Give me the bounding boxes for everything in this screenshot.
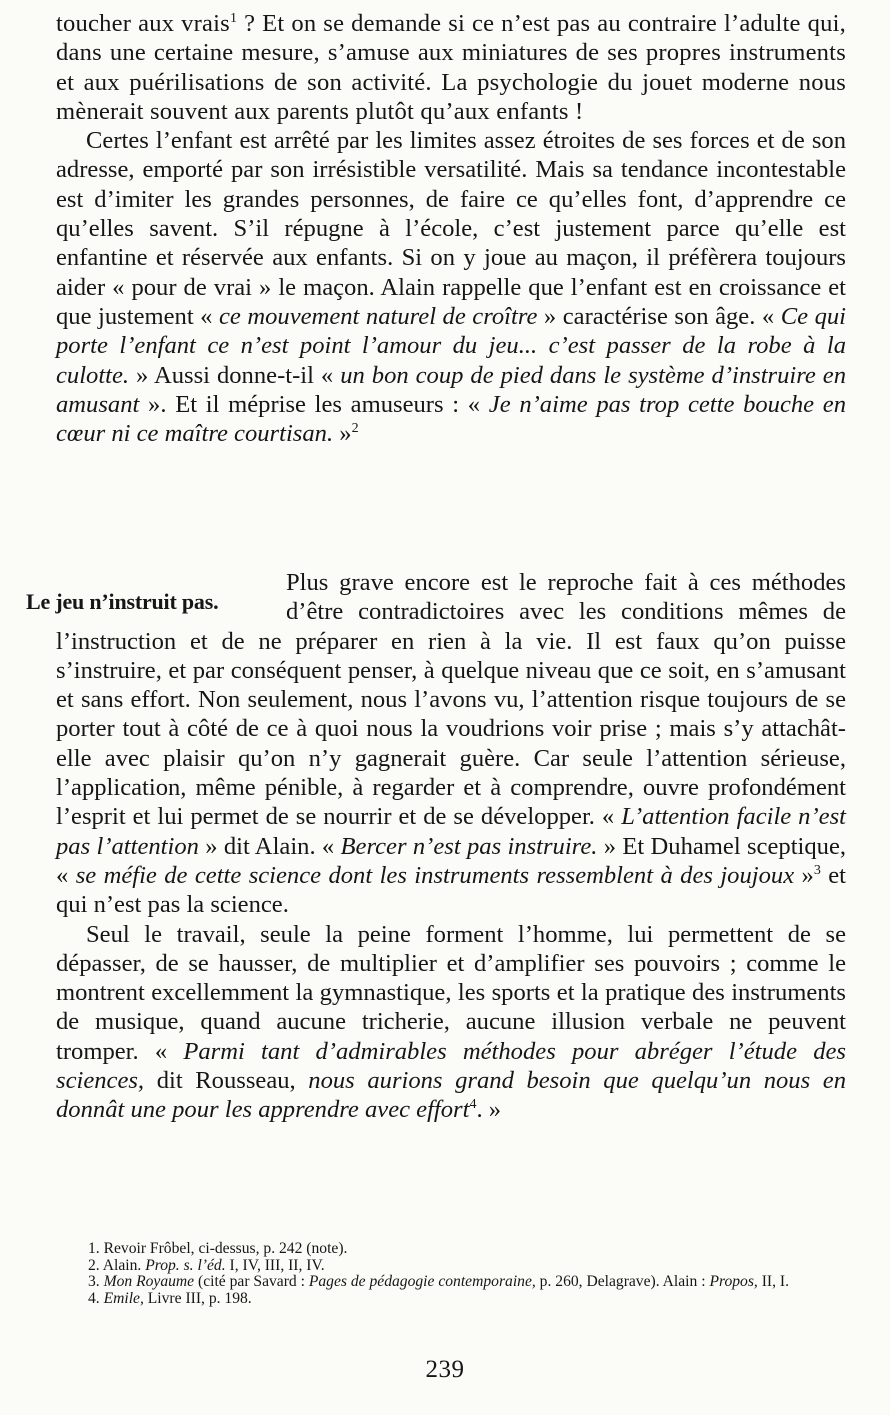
text-run-italic: Propos, [709,1273,758,1291]
quote-italic: un bon coup de pied dans le système d’instruire en amusant [56,361,846,418]
footnote [62,1274,852,1291]
paragraph [56,920,846,1125]
footnotes [62,1241,852,1307]
footnote [62,1258,852,1275]
text-run-italic: Pages de pédagogie contemporaine, [308,1273,536,1291]
text-run: Certes l’enfant est arrêté par les limites assez étroites de ses forces et de son adresse, emporté par son irrésistible versatilité. Mais sa tendance incontestable est d’imiter les grandes personnes, de faire ce qu’elles font, d’apprendre ce qu’elles savent. S’il répugne à l’école, c’est justement parce qu’elle est enfantine et réservée aux enfants. Si on y joue au maçon, il préfèrera toujours aider « pour de vrai » le maçon. Alain rappelle que l’enfant est en croissance et que justement « [56,127,846,330]
text-run: p. 260, Delagrave). Alain : [535,1273,710,1291]
footnote: 1. Revoir Frôbel, ci-dessus, p. 242 (note). [88,1240,348,1257]
text-run: » caractérise son âge. « [537,302,781,330]
paragraph [56,568,846,920]
text-run: » [794,861,814,889]
quote-italic: se méfie de cette science dont les instruments ressemblent à des joujoux [75,861,795,889]
footnote [62,1291,852,1308]
text-run-italic: Prop. s. l’éd. [145,1256,226,1274]
text-run: » [333,420,352,448]
text-run: » Et Duhamel sceptique, « [56,832,847,889]
quote-italic: L’attention facile n’est pas l’attention [56,803,846,860]
paragraph [56,126,846,448]
quote-italic: Bercer n’est pas instruire. [340,832,598,860]
text-run: » dit Alain. « [198,832,341,860]
footnote-ref: 1 [229,11,238,26]
text-block-top [56,9,846,448]
text-run: II, I. [757,1273,789,1291]
text-run: . » [476,1096,502,1124]
text-run: Plus grave encore est le reproche fait à ces méthodes d’être contradictoires avec les conditions mêmes de l’instruction et de ne préparer en rien à la vie. Il est faux qu’on puisse s’instruire, et par conséquent penser, à quelque niveau que ce soit, en s’amusant et sans effort. Non seulement, nous l’avons vu, l’attention risque toujours de se porter tout à côté de ce à quoi nous la voudrions voir prise ; mais s’y attachât-elle avec plaisir qu’on n’y gagnerait guère. Car seule l’attention sérieuse, l’application, même pénible, à regarder et à comprendre, ouvre profondément l’esprit et lui permet de se nourrir et de se développer. « [56,569,846,831]
page-number: 239 [425,1356,465,1383]
text-run-italic: Emile, [103,1289,144,1307]
text-run-italic: Mon Royaume [103,1273,195,1291]
text-run: ». Et il méprise les amuseurs : « [139,390,489,418]
text-run: Seul le travail, seule la peine forment l’homme, lui permettent de se dépasser, de se hausser, de multiplier et d’amplifier ses pouvoirs ; comme le montrent excellemment la gymnastique, les sports et la pratique des instruments de musique, quand aucune tricherie, aucune illusion verbale ne peuvent tromper. « [56,920,846,1065]
paragraph-continuation [56,9,846,126]
text-run: 3. [88,1273,104,1291]
text-run: ? Et on se demande si ce n’est pas au contraire l’adulte qui, dans une certaine mesure, s’amuse aux miniatures de ses propres instruments et aux puérilisations de son activité. La psychologie du jouet moderne nous mènerait souvent aux parents plutôt qu’aux enfants ! [56,10,846,125]
quote-italic: Parmi tant d’admirables méthodes pour abréger l’étude des sciences, [56,1037,846,1095]
text-run: dit Rousseau, [144,1067,309,1095]
text-block-section [26,568,847,1125]
text-run: et qui n’est pas la science. [56,861,846,919]
quote-italic: nous aurions grand besoin que quelqu’un nous en donnât une pour les apprendre avec effort [56,1067,846,1124]
text-run: Livre III, p. 198. [143,1289,252,1307]
text-run: I, IV, III, II, IV. [225,1256,325,1274]
footnote-ref: 2 [351,421,359,437]
quote-italic: Ce qui porte l’enfant ce n’est point l’amour du jeu... c’est passer de la robe à la culotte. [56,302,846,389]
footnote-ref: 4 [469,1097,477,1113]
text-run: » Aussi donne-t-il « [129,361,341,389]
section-side-heading: Le jeu n’instruit pas. [26,589,219,614]
text-run: 2. Alain. [88,1256,146,1274]
quote-italic: Je n’aime pas trop cette bouche en cœur ni ce maître courtisan. [56,390,846,448]
text-run: 4. [88,1289,104,1307]
text-run: toucher aux vrais [56,10,230,37]
footnote-ref: 3 [813,862,821,878]
text-run: (cité par Savard : [194,1273,309,1291]
quote-italic: ce mouvement naturel de croître [219,302,538,330]
